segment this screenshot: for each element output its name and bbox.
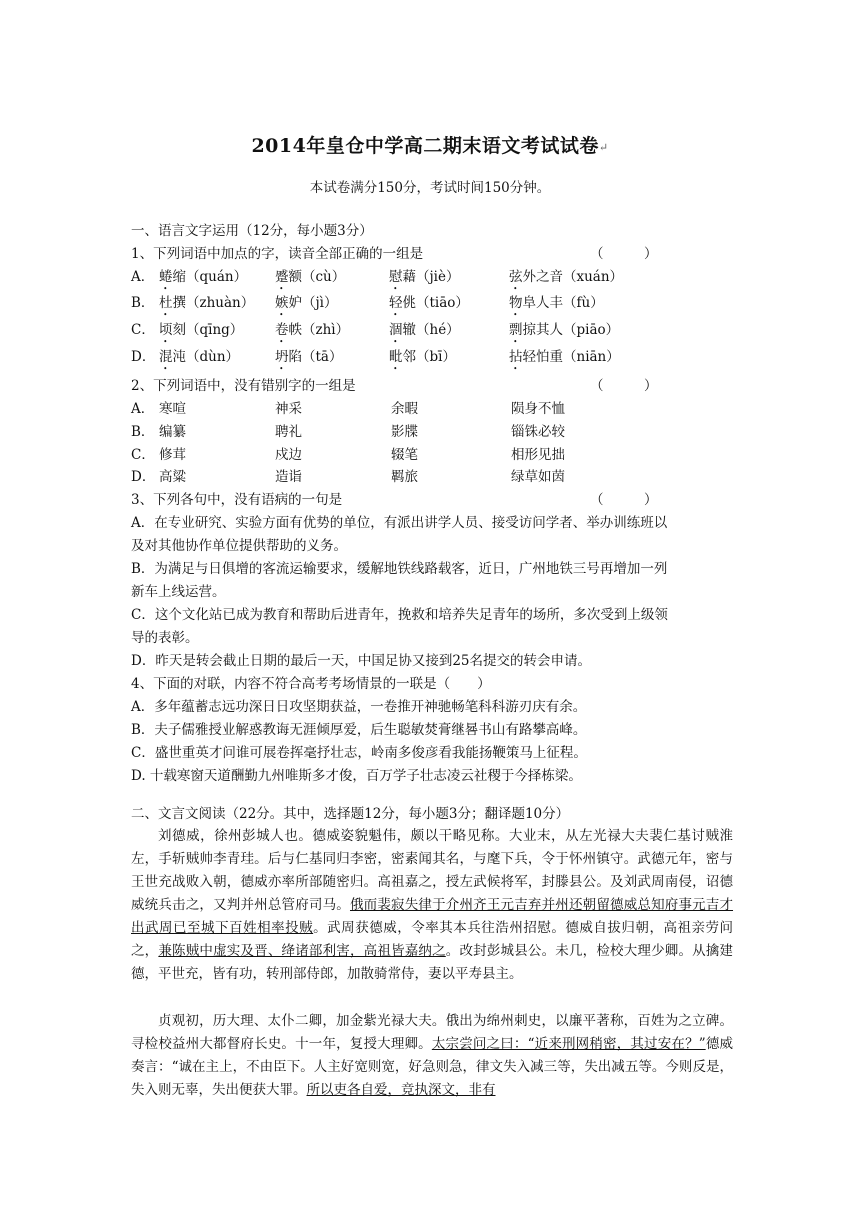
passage-text: 。改封彭城县公。未几，检校大理少卿。从擒建德，平世充，皆有功，转刑部侍郎，加散骑常侍，妻以平寿县主。 bbox=[131, 943, 734, 982]
return-mark-icon: ↵ bbox=[598, 141, 609, 154]
q1-opt-a-letter: A． bbox=[131, 269, 155, 285]
q1-opt-d-1: 混沌（dùn） bbox=[159, 349, 240, 365]
q4-stem: 4、下面的对联，内容不符合高考考场情景的一联是（ ） bbox=[131, 676, 491, 692]
q1-opt-b-4: 物阜人丰（fù） bbox=[509, 295, 604, 311]
q4-opt-d: D. 十载寒窗天道酬勤九州唯斯多才俊，百万学子壮志凌云社稷于今择栋梁。 bbox=[131, 768, 582, 784]
q2-opt-a-4: 陨身不恤 bbox=[511, 401, 565, 417]
q1-stem: 1、下列词语中加点的字，读音全部正确的一组是 bbox=[131, 246, 424, 262]
q1-opt-d-3: 毗邻（bī） bbox=[389, 349, 456, 365]
q3-stem: 3、下列各句中，没有语病的一句是 bbox=[131, 492, 343, 508]
q2-answer-paren: （ ） bbox=[590, 378, 658, 394]
q2-opt-d-letter: D． bbox=[131, 469, 156, 485]
q1-opt-b-1: 杜撰（zhuàn） bbox=[159, 295, 255, 311]
q3-opt-b-line1: B．为满足与日俱增的客流运输要求，缓解地铁线路载客，近日，广州地铁三号再增加一列 bbox=[131, 561, 668, 577]
translation-underline: 所以吏各自爱，竞执深文，非有 bbox=[306, 1082, 496, 1098]
q1-opt-b-letter: B． bbox=[131, 295, 155, 311]
page-title bbox=[0, 131, 860, 158]
q1-opt-b-3: 轻佻（tiāo） bbox=[389, 295, 469, 311]
q2-opt-b-letter: B． bbox=[131, 424, 155, 440]
q1-opt-b-2: 嫉妒（jì） bbox=[275, 295, 338, 311]
q3-opt-a-line2: 及对其他协作单位提供帮助的义务。 bbox=[131, 538, 347, 554]
q1-opt-a-4: 弦外之音（xuán） bbox=[509, 269, 624, 285]
q1-opt-d-letter: D． bbox=[131, 349, 156, 365]
exam-info: 本试卷满分150分，考试时间150分钟。 bbox=[309, 180, 551, 196]
q1-opt-a-1: 蜷缩（quán） bbox=[159, 269, 248, 285]
q4-opt-a: A．多年蕴蓄志远功深日日攻坚期获益，一卷推开神驰畅笔科科游刃庆有余。 bbox=[131, 699, 587, 715]
q2-opt-a-1: 寒喧 bbox=[159, 401, 186, 417]
q1-opt-a-2: 蹙额（cù） bbox=[275, 269, 346, 285]
q1-opt-c-4: 剽掠其人（piāo） bbox=[509, 322, 620, 338]
q3-answer-paren: （ ） bbox=[590, 492, 658, 508]
q2-opt-c-1: 修茸 bbox=[159, 447, 186, 463]
q1-opt-c-letter: C． bbox=[131, 322, 155, 338]
translation-underline: 俄而裴寂失律于介州齐王元吉弃并州还朝留德威总知府事元吉才出武周已至城下百姓相率投贼 bbox=[131, 897, 734, 936]
q2-opt-c-letter: C． bbox=[131, 447, 155, 463]
q3-opt-c-line1: C．这个文化站已成为教育和帮助后进青年，挽救和培养失足青年的场所，多次受到上级领 bbox=[131, 607, 668, 623]
passage-text: 德威奏言：“诚在主上，不由臣下。人主好宽则宽，好急则急，律文失入减三等，失出减五等。今则反是，失入则无辜，失出便获大罪。 bbox=[131, 1036, 734, 1098]
passage-text: 刘德威，徐州彭城人也。德威姿貌魁伟，颇以干略见称。大业末，从左光禄大夫裴仁基讨贼淮左，手斩贼帅李青珪。后与仁基同归李密，密素闻其名，与麾下兵，令于怀州镇守。武德元年，密与王世充战败入朝，德威亦率所部随密归。高祖嘉之，授左武候将军，封滕县公。及刘武周南侵，诏德威统兵击之，又判并州总管府司马。 bbox=[131, 828, 733, 913]
q2-opt-c-4: 相形见拙 bbox=[511, 447, 565, 463]
q1-opt-d-2: 坍陷（tā） bbox=[275, 349, 343, 365]
q2-opt-d-2: 造诣 bbox=[275, 469, 302, 485]
q1-opt-a-3: 慰藉（jiè） bbox=[389, 269, 460, 285]
translation-underline: 太宗尝问之曰：“近来刑网稍密，其过安在？” bbox=[431, 1036, 706, 1052]
passage-text: 贞观初，历大理、太仆二卿，加金紫光禄大夫。俄出为绵州刺史，以廉平著称，百姓为之立碑。寻检校益州大都督府长史。十一年，复授大理卿。 bbox=[131, 1013, 733, 1052]
section-2-heading: 二、文言文阅读（22分。其中，选择题12分，每小题3分；翻译题10分） bbox=[131, 806, 570, 822]
q1-opt-c-1: 顷刻（qīng） bbox=[159, 322, 244, 338]
q2-opt-a-letter: A． bbox=[131, 401, 155, 417]
q3-opt-b-line2: 新车上线运营。 bbox=[131, 584, 226, 600]
q3-opt-c-line2: 导的表彰。 bbox=[131, 630, 199, 646]
translation-underline: 兼陈贼中虚实及晋、绛诸部利害，高祖皆嘉纳之 bbox=[158, 943, 446, 959]
q2-opt-b-3: 影牒 bbox=[391, 424, 418, 440]
q2-opt-d-1: 高粱 bbox=[159, 469, 186, 485]
q1-opt-c-2: 卷帙（zhì） bbox=[275, 322, 350, 338]
q1-opt-c-3: 涸辙（hé） bbox=[389, 322, 460, 338]
q2-opt-c-3: 辍笔 bbox=[391, 447, 418, 463]
q2-opt-b-4: 锱铢必较 bbox=[511, 424, 565, 440]
q2-opt-d-3: 羁旅 bbox=[391, 469, 418, 485]
q2-opt-a-3: 余暇 bbox=[391, 401, 418, 417]
q2-opt-b-2: 聘礼 bbox=[275, 424, 302, 440]
q1-opt-d-4: 拈轻怕重（niān） bbox=[509, 349, 620, 365]
passage-paragraph-1 bbox=[131, 825, 733, 986]
q1-answer-paren: （ ） bbox=[590, 246, 658, 262]
q2-opt-c-2: 戍边 bbox=[275, 447, 302, 463]
q2-opt-d-4: 绿草如茵 bbox=[511, 469, 565, 485]
title-text: 2014年皇仓中学高二期末语文考试试卷 bbox=[251, 135, 599, 157]
q3-opt-d: D．昨天是转会截止日期的最后一天，中国足协又接到25名提交的转会申请。 bbox=[131, 653, 592, 669]
passage-text: 。武周获德威，令率其本兵往浩州招慰。德威自拔归朝，高祖亲劳问之， bbox=[131, 920, 734, 959]
q2-opt-b-1: 编纂 bbox=[159, 424, 186, 440]
q4-opt-b: B．夫子儒雅授业解惑教诲无涯倾厚爱，后生聪敏焚膏继晷书山有路攀高峰。 bbox=[131, 722, 587, 738]
q4-opt-c: C．盛世重英才问谁可展卷挥毫抒壮志，岭南多俊彦看我能扬鞭策马上征程。 bbox=[131, 745, 587, 761]
passage-paragraph-2 bbox=[131, 1010, 733, 1102]
q2-stem: 2、下列词语中，没有错别字的一组是 bbox=[131, 378, 356, 394]
q3-opt-a-line1: A．在专业研究、实验方面有优势的单位，有派出讲学人员、接受访问学者、举办训练班以 bbox=[131, 515, 668, 531]
q2-opt-a-2: 神采 bbox=[275, 401, 302, 417]
section-1-heading: 一、语言文字运用（12分，每小题3分） bbox=[131, 223, 373, 239]
